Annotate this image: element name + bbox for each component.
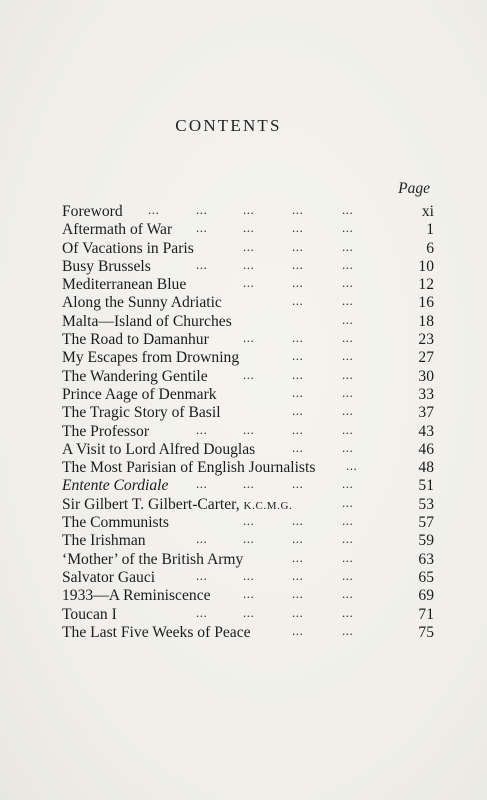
toc-entry bbox=[62, 514, 434, 532]
toc-entry bbox=[62, 404, 434, 422]
dot-leader: ... bbox=[292, 532, 304, 547]
toc-entry-title: Prince Aage of Denmark bbox=[62, 385, 217, 403]
dot-leader: ... bbox=[342, 331, 354, 346]
dot-leader: ... bbox=[292, 257, 304, 272]
dot-leader: ... bbox=[243, 203, 255, 217]
toc-entry-title: My Escapes from Drowning bbox=[62, 349, 240, 367]
toc-entry-page-number: 16 bbox=[418, 294, 434, 312]
dot-leader: ... bbox=[292, 550, 304, 565]
dot-leader: ... bbox=[243, 257, 255, 272]
toc-entry bbox=[62, 459, 434, 477]
dot-leader: ... bbox=[243, 221, 255, 236]
dot-leader: ... bbox=[292, 276, 304, 291]
toc-entry-page-number: 43 bbox=[418, 422, 434, 440]
dot-leader: ... bbox=[292, 203, 304, 217]
dot-leader: ... bbox=[342, 568, 354, 583]
dot-leader: ... bbox=[292, 349, 304, 364]
dot-leader: ... bbox=[196, 221, 208, 236]
toc-entry-page-number: 12 bbox=[418, 276, 434, 294]
dot-leader: ... bbox=[292, 514, 304, 529]
toc-entry-page-number: 71 bbox=[418, 605, 434, 623]
toc-entry-page-number: 46 bbox=[418, 440, 434, 458]
dot-leader: ... bbox=[243, 568, 255, 583]
toc-entry bbox=[62, 294, 434, 312]
toc-entry-title: The Last Five Weeks of Peace bbox=[62, 623, 251, 641]
dot-leader: ... bbox=[196, 257, 208, 272]
dot-leader: ... bbox=[342, 587, 354, 602]
dot-leader: ... bbox=[196, 532, 208, 547]
dot-leader: ... bbox=[342, 550, 354, 565]
dot-leader: ... bbox=[148, 203, 160, 217]
dot-leader: ... bbox=[342, 404, 354, 419]
toc-entry-title: The Most Parisian of English Journalists bbox=[62, 459, 316, 477]
toc-entry-page-number: 23 bbox=[418, 331, 434, 349]
dot-leader: ... bbox=[342, 605, 354, 620]
toc-entry bbox=[62, 587, 434, 605]
toc-entry-page-number: 51 bbox=[418, 477, 434, 495]
dot-leader: ... bbox=[342, 221, 354, 236]
dot-leader: ... bbox=[342, 349, 354, 364]
dot-leader: ... bbox=[342, 385, 354, 400]
toc-entry-title: A Visit to Lord Alfred Douglas bbox=[62, 440, 256, 458]
dot-leader: ... bbox=[292, 367, 304, 382]
toc-entry-page-number: 65 bbox=[418, 568, 434, 586]
toc-entry bbox=[62, 423, 434, 441]
dot-leader: ... bbox=[342, 623, 354, 638]
dot-leader: ... bbox=[342, 495, 354, 510]
dot-leader: ... bbox=[292, 477, 304, 492]
toc-entry-page-number: 30 bbox=[418, 367, 434, 385]
dot-leader: ... bbox=[292, 404, 304, 419]
dot-leader: ... bbox=[342, 276, 354, 291]
dot-leader: ... bbox=[342, 367, 354, 382]
dot-leader: ... bbox=[243, 605, 255, 620]
toc-entry-title: Salvator Gauci bbox=[62, 568, 156, 586]
toc-entry-title: Aftermath of War bbox=[62, 221, 173, 239]
toc-entry bbox=[62, 477, 434, 495]
table-of-contents bbox=[62, 203, 434, 642]
toc-entry-title: The Wandering Gentile bbox=[62, 367, 208, 385]
toc-entry bbox=[62, 258, 434, 276]
toc-entry-page-number: 1 bbox=[426, 221, 434, 239]
dot-leader: ... bbox=[292, 568, 304, 583]
dot-leader: ... bbox=[292, 623, 304, 638]
toc-entry-title: Mediterranean Blue bbox=[62, 276, 187, 294]
dot-leader: ... bbox=[342, 514, 354, 529]
toc-entry-page-number: 75 bbox=[418, 623, 434, 641]
dot-leader: ... bbox=[196, 422, 208, 437]
toc-entry-page-number: 18 bbox=[418, 312, 434, 330]
toc-entry-page-number: 53 bbox=[418, 495, 434, 513]
dot-leader: ... bbox=[243, 276, 255, 291]
toc-entry-title: The Road to Damanhur bbox=[62, 331, 209, 349]
dot-leader: ... bbox=[292, 440, 304, 455]
toc-entry bbox=[62, 368, 434, 386]
toc-entry bbox=[62, 221, 434, 239]
dot-leader: ... bbox=[342, 239, 354, 254]
toc-entry bbox=[62, 276, 434, 294]
toc-entry-title: The Tragic Story of Basil bbox=[62, 404, 221, 422]
toc-entry bbox=[62, 386, 434, 404]
toc-entry-honorific: K.C.M.G. bbox=[243, 499, 293, 512]
dot-leader: ... bbox=[342, 294, 354, 309]
dot-leader: ... bbox=[243, 422, 255, 437]
dot-leader: ... bbox=[342, 422, 354, 437]
toc-entry-page-number: 57 bbox=[418, 514, 434, 532]
dot-leader: ... bbox=[243, 477, 255, 492]
toc-entry bbox=[62, 240, 434, 258]
dot-leader: ... bbox=[292, 239, 304, 254]
dot-leader: ... bbox=[196, 203, 208, 217]
toc-entry-page-number: 48 bbox=[418, 459, 434, 477]
toc-entry bbox=[62, 349, 434, 367]
dot-leader: ... bbox=[292, 221, 304, 236]
dot-leader: ... bbox=[243, 239, 255, 254]
toc-entry bbox=[62, 313, 434, 331]
toc-entry-title: The Communists bbox=[62, 514, 169, 532]
dot-leader: ... bbox=[243, 367, 255, 382]
dot-leader: ... bbox=[196, 605, 208, 620]
dot-leader: ... bbox=[196, 477, 208, 492]
dot-leader: ... bbox=[196, 568, 208, 583]
toc-entry bbox=[62, 532, 434, 550]
toc-entry bbox=[62, 569, 434, 587]
toc-entry bbox=[62, 496, 434, 514]
toc-entry-title: Toucan I bbox=[62, 605, 117, 623]
dot-leader: ... bbox=[292, 587, 304, 602]
toc-entry-page-number: 10 bbox=[418, 257, 434, 275]
dot-leader: ... bbox=[292, 422, 304, 437]
dot-leader: ... bbox=[342, 477, 354, 492]
dot-leader: ... bbox=[292, 294, 304, 309]
dot-leader: ... bbox=[292, 385, 304, 400]
toc-entry-title: Along the Sunny Adriatic bbox=[62, 294, 222, 312]
dot-leader: ... bbox=[342, 312, 354, 327]
toc-entry-title: Busy Brussels bbox=[62, 257, 151, 275]
dot-leader: ... bbox=[346, 459, 358, 474]
toc-entry-page-number: 63 bbox=[418, 550, 434, 568]
toc-entry bbox=[62, 441, 434, 459]
toc-entry-title: ‘Mother’ of the British Army bbox=[62, 550, 244, 568]
toc-entry bbox=[62, 606, 434, 624]
toc-entry-title: 1933—A Reminiscence bbox=[62, 587, 211, 605]
toc-entry-title: The Irishman bbox=[62, 532, 146, 550]
toc-entry-page-number: 6 bbox=[426, 239, 434, 257]
dot-leader: ... bbox=[342, 203, 354, 217]
page-column-label: Page bbox=[398, 180, 430, 197]
dot-leader: ... bbox=[243, 331, 255, 346]
dot-leader: ... bbox=[292, 331, 304, 346]
toc-entry-title: Sir Gilbert T. Gilbert-Carter, K.C.M.G. bbox=[62, 495, 293, 513]
toc-entry-title: Foreword bbox=[62, 203, 123, 220]
toc-entry-page-number: 59 bbox=[418, 532, 434, 550]
toc-entry-title: Entente Cordiale bbox=[62, 477, 169, 495]
dot-leader: ... bbox=[243, 514, 255, 529]
toc-entry-page-number: 37 bbox=[418, 404, 434, 422]
toc-entry bbox=[62, 551, 434, 569]
toc-entry bbox=[62, 624, 434, 642]
dot-leader: ... bbox=[342, 440, 354, 455]
toc-entry-title: Malta—Island of Churches bbox=[62, 312, 232, 330]
toc-entry-title: The Professor bbox=[62, 422, 150, 440]
toc-entry bbox=[62, 203, 434, 221]
toc-entry-page-number: 69 bbox=[418, 587, 434, 605]
toc-entry-page-number: xi bbox=[421, 203, 434, 220]
toc-entry bbox=[62, 331, 434, 349]
toc-entry-page-number: 27 bbox=[418, 349, 434, 367]
toc-entry-page-number: 33 bbox=[418, 385, 434, 403]
toc-entry-title: Of Vacations in Paris bbox=[62, 239, 194, 257]
dot-leader: ... bbox=[243, 532, 255, 547]
dot-leader: ... bbox=[342, 532, 354, 547]
dot-leader: ... bbox=[292, 605, 304, 620]
dot-leader: ... bbox=[243, 587, 255, 602]
contents-heading: CONTENTS bbox=[175, 116, 282, 135]
dot-leader: ... bbox=[342, 257, 354, 272]
